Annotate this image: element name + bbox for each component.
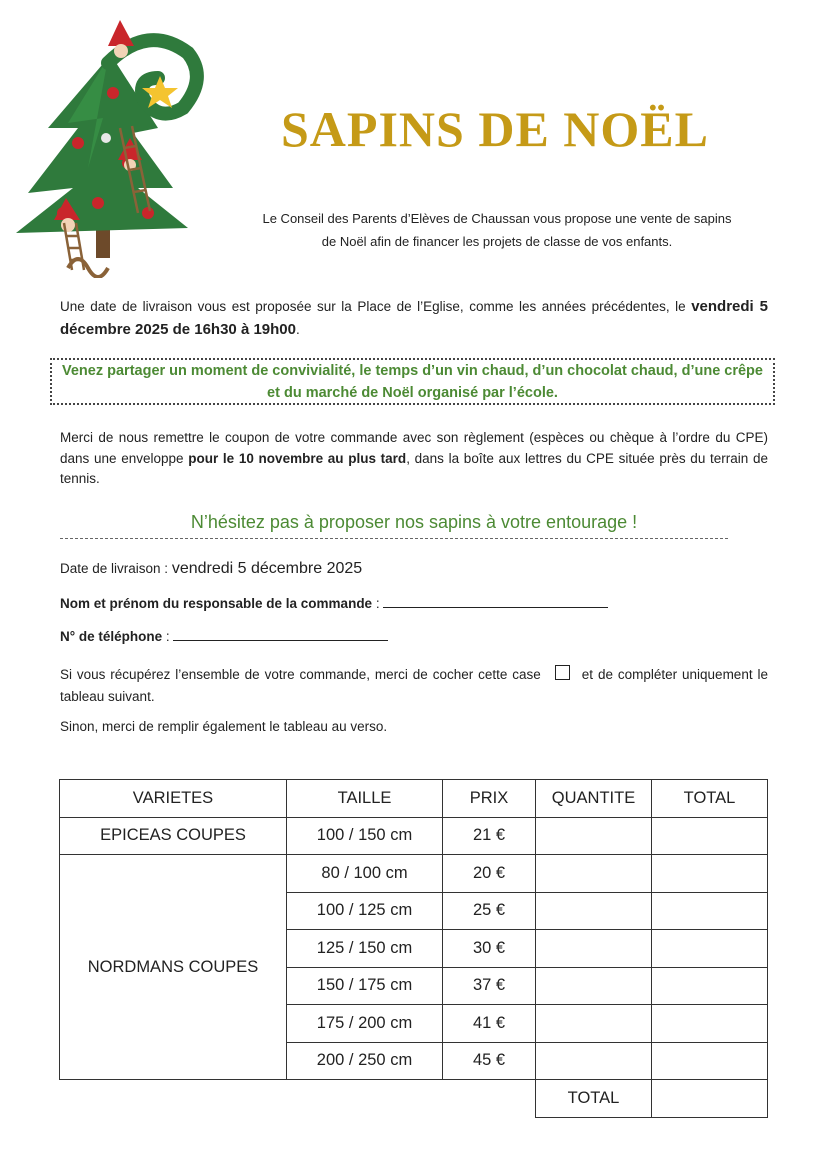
quantity-cell[interactable] <box>536 817 652 855</box>
order-info-part1: Merci de nous remettre le coupon de votre commande avec son règlement (espèces ou chèque à l’ordre du CPE) dans une enveloppe <box>60 430 768 466</box>
size-cell: 150 / 175 cm <box>287 967 443 1005</box>
phone-label-suffix: : <box>162 629 174 644</box>
price-cell: 45 € <box>443 1042 536 1080</box>
name-label: Nom et prénom du responsable de la commande <box>60 596 373 611</box>
table-row <box>60 817 768 855</box>
empty-cell <box>287 1080 443 1118</box>
empty-cell <box>443 1080 536 1118</box>
total-cell[interactable] <box>652 1005 768 1043</box>
cut-line-divider <box>60 538 728 539</box>
price-cell: 30 € <box>443 930 536 968</box>
total-cell[interactable] <box>652 1042 768 1080</box>
price-cell: 41 € <box>443 1005 536 1043</box>
delivery-text: Une date de livraison vous est proposée sur la Place de l’Eglise, comme les années précédentes, le <box>60 299 686 314</box>
order-deadline: pour le 10 novembre au plus tard <box>188 450 407 466</box>
total-cell[interactable] <box>652 855 768 893</box>
quantity-cell[interactable] <box>536 1042 652 1080</box>
quantity-cell[interactable] <box>536 855 652 893</box>
price-cell: 25 € <box>443 892 536 930</box>
header-varietes: VARIETES <box>60 780 287 818</box>
price-cell: 21 € <box>443 817 536 855</box>
price-table <box>59 779 768 1118</box>
size-cell: 125 / 150 cm <box>287 930 443 968</box>
verso-note: Sinon, merci de remplir également le tableau au verso. <box>60 719 388 734</box>
intro-line-2: de Noël afin de financer les projets de classe de vos enfants. <box>321 234 673 249</box>
slogan: N’hésitez pas à proposer nos sapins à votre entourage ! <box>190 512 638 532</box>
table-row <box>60 855 768 893</box>
header-taille: TAILLE <box>287 780 443 818</box>
collect-text-2: et de compléter uniquement le tableau suivant. <box>60 667 768 704</box>
size-cell: 100 / 125 cm <box>287 892 443 930</box>
order-info-part2: , dans la boîte aux lettres du CPE située près du terrain de tennis. <box>60 450 768 486</box>
order-instructions <box>60 428 768 490</box>
name-label-suffix: : <box>372 596 384 611</box>
phone-label: N° de téléphone <box>60 629 163 644</box>
delivery-date-label: Date de livraison : <box>60 561 172 576</box>
delivery-date-field <box>60 560 362 578</box>
delivery-date: vendredi 5 décembre 2025 de 16h30 à 19h00 <box>60 298 768 338</box>
price-cell: 20 € <box>443 855 536 893</box>
collect-instructions <box>60 664 768 708</box>
delivery-end: . <box>296 322 300 337</box>
phone-input-line[interactable] <box>173 628 388 641</box>
grand-total-label: TOTAL <box>536 1080 652 1118</box>
name-field <box>60 595 608 611</box>
table-header-row <box>60 780 768 818</box>
size-cell: 175 / 200 cm <box>287 1005 443 1043</box>
header-prix: PRIX <box>443 780 536 818</box>
delivery-date-value: vendredi 5 décembre 2025 <box>171 560 363 577</box>
empty-cell <box>60 1080 287 1118</box>
quantity-cell[interactable] <box>536 930 652 968</box>
quantity-cell[interactable] <box>536 892 652 930</box>
christmas-tree-illustration <box>8 18 208 278</box>
total-cell[interactable] <box>652 930 768 968</box>
collect-text-1: Si vous récupérez l’ensemble de votre commande, merci de cocher cette case <box>60 667 541 682</box>
delivery-paragraph <box>60 295 768 341</box>
quantity-cell[interactable] <box>536 967 652 1005</box>
intro-text <box>222 207 772 253</box>
intro-line-1: Le Conseil des Parents d’Elèves de Chaussan vous propose une vente de sapins <box>262 211 732 226</box>
promo-box <box>50 358 775 405</box>
header-total: TOTAL <box>652 780 768 818</box>
header-quantite: QUANTITE <box>536 780 652 818</box>
table-total-row <box>60 1080 768 1118</box>
quantity-cell[interactable] <box>536 1005 652 1043</box>
collect-all-checkbox[interactable] <box>555 665 570 680</box>
total-cell[interactable] <box>652 967 768 1005</box>
size-cell: 200 / 250 cm <box>287 1042 443 1080</box>
variety-cell: EPICEAS COUPES <box>60 817 287 855</box>
price-cell: 37 € <box>443 967 536 1005</box>
variety-cell: NORDMANS COUPES <box>60 855 287 1080</box>
total-cell[interactable] <box>652 892 768 930</box>
name-input-line[interactable] <box>383 595 608 608</box>
total-cell[interactable] <box>652 817 768 855</box>
size-cell: 100 / 150 cm <box>287 817 443 855</box>
phone-field <box>60 628 388 644</box>
grand-total-cell[interactable] <box>652 1080 768 1118</box>
size-cell: 80 / 100 cm <box>287 855 443 893</box>
page-title: SAPINS DE NOËL <box>281 101 709 157</box>
promo-text: Venez partager un moment de convivialité, le temps d’un vin chaud, d’un chocolat chaud, d’une crêpe et du marché de Noël organisé par l’école. <box>62 362 763 401</box>
